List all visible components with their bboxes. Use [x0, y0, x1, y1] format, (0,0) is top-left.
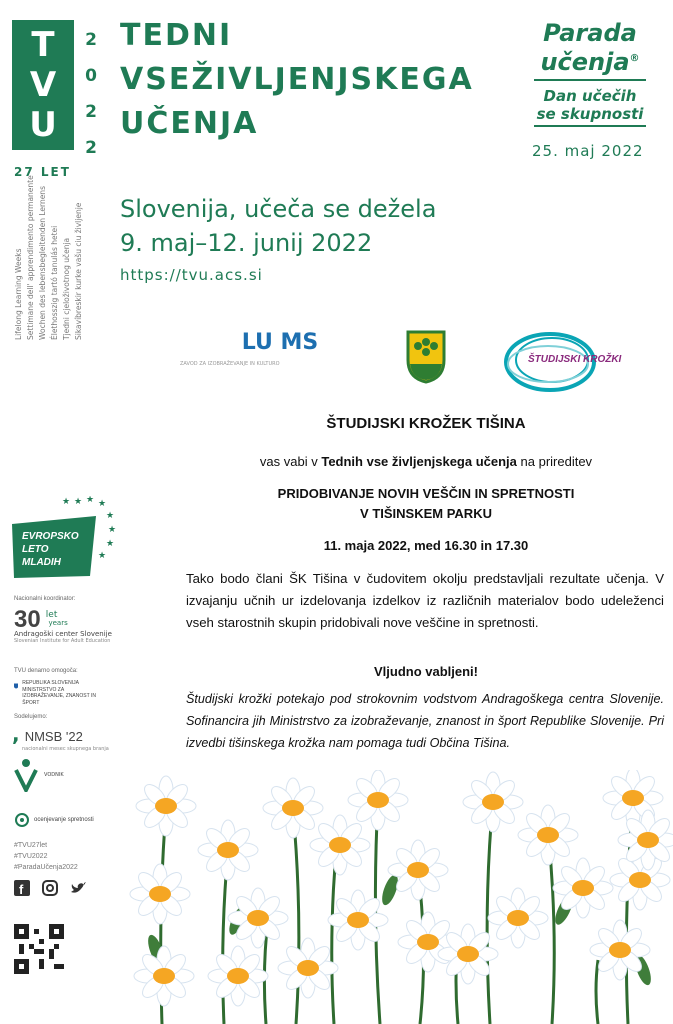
parada-title-line: učenja	[540, 48, 630, 76]
hashtag[interactable]: #ParadaUčenja2022	[14, 864, 78, 871]
organizer-name: ŠTUDIJSKI KROŽEK TIŠINA	[326, 415, 526, 432]
parada-subtitle-line: se skupnosti	[536, 105, 644, 123]
eu-label: LETO	[22, 544, 49, 555]
year-digit: 2	[85, 138, 97, 158]
language-item: Lifelong Learning Weeks	[14, 248, 23, 340]
language-item: Tjedni cjeloživotnog učenja	[62, 237, 71, 340]
priznanje-label: ocenjevanje spretnosti	[34, 817, 94, 823]
vodnik-label: VODNIK	[44, 772, 64, 778]
svg-text:f: f	[19, 882, 24, 896]
tvu-logo	[12, 20, 74, 150]
coordinator-label: Nacionalni koordinator:	[14, 596, 76, 602]
tvu-logo-letter-v: V	[29, 65, 57, 105]
svg-text:★: ★	[86, 496, 95, 505]
european-youth-year-logo	[12, 496, 116, 582]
acs-number: 30	[14, 606, 41, 633]
event-date: 11. maja 2022, med 16.30 in 17.30	[323, 538, 529, 553]
welcome-text: Vljudno vabljeni!	[373, 664, 478, 679]
eu-label: MLADIH	[22, 557, 61, 568]
studijski-krozki-logo	[500, 326, 630, 400]
website-link[interactable]: https://tvu.acs.si	[120, 266, 263, 284]
lums-wordmark: LU MS	[241, 330, 319, 355]
invite-pre: vas vabi v	[259, 454, 322, 469]
ministry-name: REPUBLIKA SLOVENIJA MINISTRSTVO ZA IZOBRAŽEVANJE, ZNANOST IN ŠPORT	[22, 680, 96, 706]
title-line: TEDNI	[120, 18, 233, 53]
invite-bold: Tednih vse življenjskega učenja	[321, 454, 517, 469]
instagram-icon[interactable]	[42, 880, 58, 896]
language-list	[14, 175, 94, 340]
acs-logo	[14, 606, 112, 644]
event-description: Tako bodo člani ŠK Tišina v čudovitem okolju predstavljali rezultate učenja. V izvajanju učnih ur izdelovanja izdelkov iz različnih materialov bodo udeleženci vseh starostnih skupin pridobivali nove veščine in spretnosti.	[186, 571, 664, 630]
krozki-label: ŠTUDIJSKI KROŽKI	[528, 354, 622, 365]
ministry-logo	[14, 680, 104, 706]
svg-text:★: ★	[98, 551, 107, 561]
lums-logo	[180, 330, 380, 386]
subtitle-dates: 9. maj–12. junij 2022	[120, 229, 373, 257]
parada-title	[520, 20, 660, 75]
qr-code-icon[interactable]	[14, 924, 64, 974]
hashtag[interactable]: #TVU27let	[14, 842, 48, 849]
funding-note: Študijski krožki potekajo pod strokovnim vodstvom Andragoškega centra Slovenije. Sofinancira jih Ministrstvo za izobraževanje, znanost in šport Republike Slovenije. Pri izvedbi tišinskega krožka nam pomaga tudi Občina Tišina.	[186, 692, 664, 750]
priznanje-logo	[14, 812, 94, 828]
parada-logo	[520, 20, 660, 127]
acs-name: Andragoški center Slovenije	[14, 630, 112, 638]
acs-let: let	[45, 610, 58, 620]
slovenia-crest-icon	[14, 680, 18, 692]
municipality-crest-icon	[406, 330, 446, 384]
vodnik-figure-icon	[14, 758, 38, 792]
lums-caption: ZAVOD ZA IZOBRAŽEVANJE IN KULTURO	[180, 361, 280, 367]
subtitle	[120, 192, 436, 260]
nmsb-subtitle: nacionalni mesec skupnega branja	[22, 746, 109, 752]
anniversary-label: 27 LET	[14, 165, 71, 179]
partner-label: Sodelujemo:	[14, 714, 48, 720]
svg-text:★: ★	[106, 511, 115, 521]
language-item: Settimane dell' apprendimento permanente	[26, 175, 35, 340]
acs-english-name: Slovenian Institute for Adult Education	[14, 638, 111, 644]
tvu-logo-letter-t: T	[31, 25, 55, 65]
title-line: VSEŽIVLJENJSKEGA	[120, 62, 474, 97]
nmsb-logo: , NMSB '22 nacionalni mesec skupnega branja	[12, 722, 109, 752]
language-item: Sikavíbreskir kurke vašu ciu življenje	[74, 202, 83, 340]
language-item: Élethosszig tartó tanulás hetei	[50, 225, 59, 340]
parada-divider	[534, 125, 646, 127]
parada-divider	[534, 79, 646, 81]
title-line: UČENJA	[120, 106, 259, 141]
daisy-illustration	[128, 770, 673, 1024]
event-title-line: PRIDOBIVANJE NOVIH VEŠČIN IN SPRETNOSTI	[277, 486, 575, 501]
svg-text:★: ★	[62, 497, 71, 507]
subtitle-line: Slovenija, učeča se dežela	[120, 195, 437, 223]
event-title-line: V TIŠINSKEM PARKU	[360, 506, 492, 521]
tvu-logo-letter-u: U	[29, 105, 57, 145]
event-title	[186, 484, 666, 524]
twitter-icon[interactable]	[70, 880, 86, 896]
parada-date: 25. maj 2022	[532, 142, 644, 160]
svg-text:★: ★	[98, 499, 107, 509]
year-digit: 2	[85, 30, 97, 50]
parada-subtitle	[520, 87, 660, 123]
parada-title-line: Parada	[543, 19, 637, 47]
spiral-icon	[14, 812, 30, 828]
hashtag[interactable]: #TVU2022	[14, 853, 48, 860]
parada-subtitle-line: Dan učečih	[543, 87, 637, 105]
svg-text:★: ★	[108, 525, 116, 535]
year-digit: 2	[85, 102, 97, 122]
language-item: Wochen des lebensbegleitenden Lernens	[38, 186, 47, 340]
invite-line	[186, 454, 666, 469]
svg-text:★: ★	[106, 539, 115, 549]
eu-label: EVROPSKO	[22, 531, 79, 542]
year-digits	[82, 22, 100, 166]
vodnik-logo	[14, 758, 74, 792]
svg-text:★: ★	[74, 497, 83, 507]
financing-label: TVU denarno omogoča:	[14, 668, 78, 674]
main-title	[120, 14, 474, 146]
year-digit: 0	[85, 66, 97, 86]
social-icons	[14, 880, 86, 896]
invite-post: na prireditev	[516, 454, 593, 469]
hashtags	[14, 840, 78, 873]
nmsb-wordmark: NMSB '22	[24, 729, 83, 744]
acs-years: years	[48, 619, 68, 627]
facebook-icon[interactable]	[14, 880, 30, 896]
registered-mark: ®	[629, 53, 640, 64]
